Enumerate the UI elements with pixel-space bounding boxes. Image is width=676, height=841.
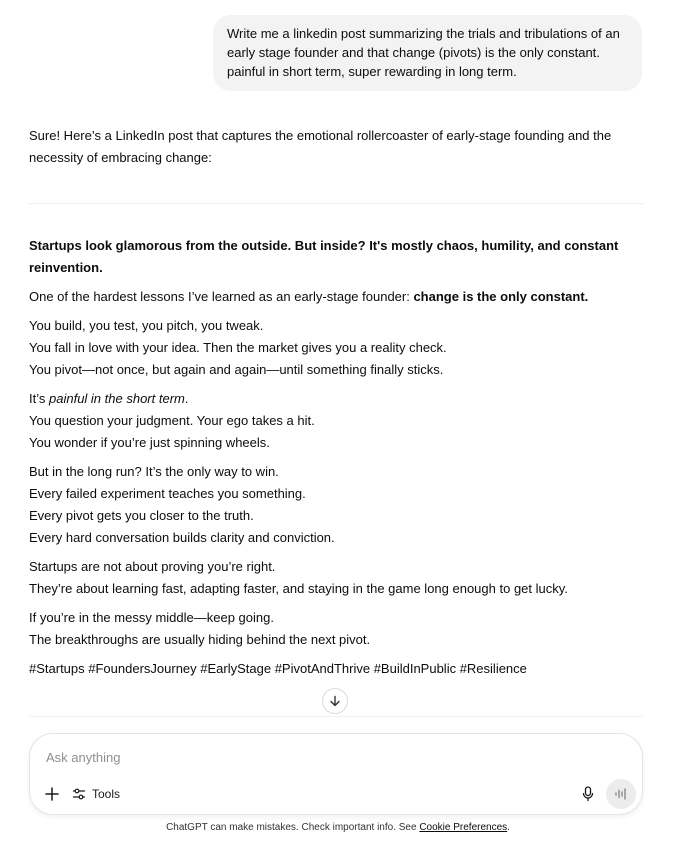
user-message-line: Write me a linkedin post summarizing the trials and tribulations of an xyxy=(227,26,620,41)
arrow-down-icon xyxy=(329,695,341,707)
post-line: But in the long run? It’s the only way to win. xyxy=(29,464,279,479)
post-hashtags: #Startups #FoundersJourney #EarlyStage #PivotAndThrive #BuildInPublic #Resilience xyxy=(29,661,527,676)
add-attachment-button[interactable] xyxy=(42,784,62,804)
assistant-intro-line: Sure! Here’s a LinkedIn post that captures the emotional rollercoaster of early-stage founding and the xyxy=(29,128,612,143)
tools-button[interactable] xyxy=(72,783,120,805)
post-painful-suffix: . xyxy=(184,391,189,406)
disclaimer-suffix: . xyxy=(507,822,510,833)
user-message-line: painful in short term, super rewarding in long term. xyxy=(227,64,517,79)
prompt-input[interactable] xyxy=(46,746,606,768)
user-message-line: early stage founder and that change (pivots) is the only constant. xyxy=(227,45,600,60)
post-headline xyxy=(29,235,643,279)
post-line: Every hard conversation builds clarity and conviction. xyxy=(29,530,335,545)
post-messy-paragraph xyxy=(29,607,643,651)
post-headline-line: reinvention. xyxy=(29,260,103,275)
post-line: Every failed experiment teaches you something. xyxy=(29,486,306,501)
section-divider xyxy=(29,203,643,204)
dictate-button[interactable] xyxy=(578,783,598,805)
post-line: They’re about learning fast, adapting faster, and staying in the game long enough to get lucky. xyxy=(29,581,568,596)
post-line: You question your judgment. Your ego takes a hit. xyxy=(29,413,315,428)
post-painful-prefix: It’s xyxy=(29,391,49,406)
sliders-icon xyxy=(72,787,86,801)
disclaimer-text: ChatGPT can make mistakes. Check important info. See xyxy=(166,822,420,833)
post-line: You pivot—not once, but again and again—until something finally sticks. xyxy=(29,362,444,377)
assistant-intro xyxy=(29,125,643,169)
post-line: Startups are not about proving you’re right. xyxy=(29,559,276,574)
post-long-run-paragraph xyxy=(29,461,643,549)
composer-top-rule xyxy=(29,716,643,717)
disclaimer-footer xyxy=(0,820,676,836)
post-line: The breakthroughs are usually hiding behind the next pivot. xyxy=(29,632,371,647)
post-painful-paragraph xyxy=(29,388,643,454)
post-line xyxy=(29,388,643,410)
scroll-to-bottom-button[interactable] xyxy=(322,688,348,714)
microphone-icon xyxy=(582,786,594,802)
post-line: You wonder if you’re just spinning wheels. xyxy=(29,435,270,450)
voice-mode-button[interactable] xyxy=(606,779,636,809)
post-headline-line: Startups look glamorous from the outside. But inside? It's mostly chaos, humility, and constant xyxy=(29,238,619,253)
user-message-bubble xyxy=(213,15,642,91)
post-line: You build, you test, you pitch, you tweak. xyxy=(29,318,264,333)
linkedin-post xyxy=(29,235,643,687)
post-line: If you’re in the messy middle—keep going. xyxy=(29,610,274,625)
tools-label: Tools xyxy=(92,787,121,801)
cookie-preferences-link[interactable]: Cookie Preferences xyxy=(419,822,508,833)
post-lesson xyxy=(29,286,643,308)
assistant-intro-line: necessity of embracing change: xyxy=(29,150,212,165)
post-lesson-bold: change is the only constant. xyxy=(413,289,589,304)
post-build-paragraph xyxy=(29,315,643,381)
post-lesson-text: One of the hardest lessons I’ve learned as an early-stage founder: xyxy=(29,289,414,304)
post-not-about-paragraph xyxy=(29,556,643,600)
plus-icon xyxy=(45,787,59,801)
post-painful-italic: painful in the short term xyxy=(49,391,185,406)
message-composer xyxy=(29,733,643,815)
post-line: Every pivot gets you closer to the truth. xyxy=(29,508,254,523)
post-line: You fall in love with your idea. Then the market gives you a reality check. xyxy=(29,340,447,355)
waveform-icon xyxy=(614,788,628,800)
